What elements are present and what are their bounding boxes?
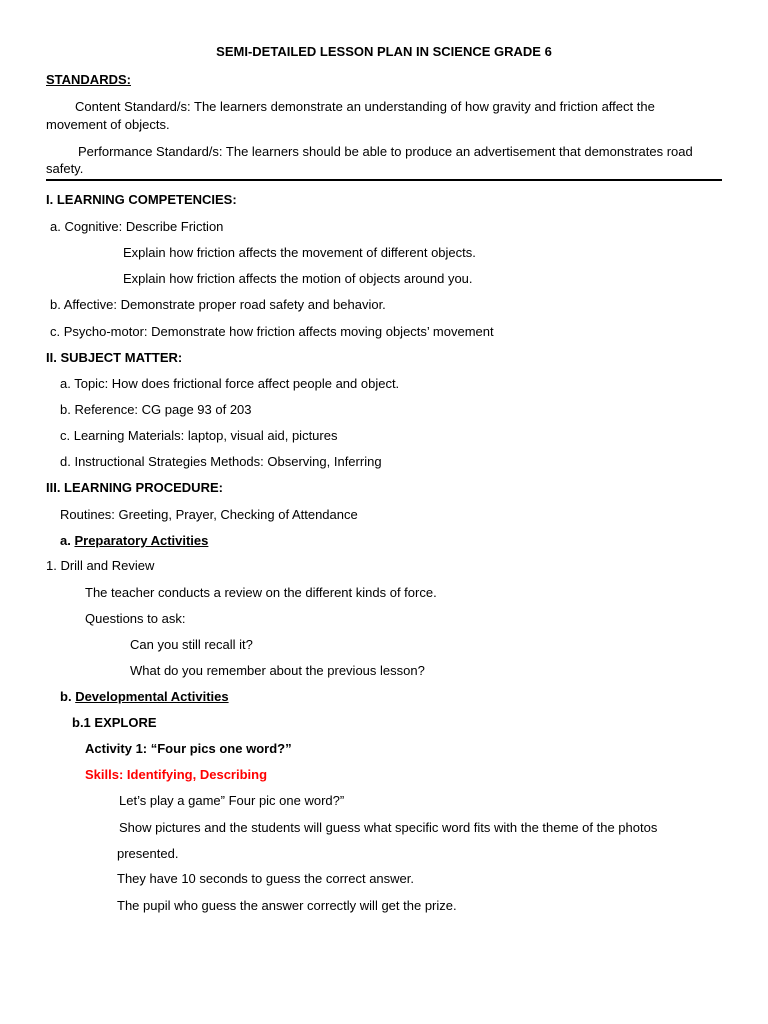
drill-review-item: 1. Drill and Review [46, 558, 155, 573]
preparatory-label: Preparatory Activities [74, 533, 209, 548]
performance-standard-line2: safety. [46, 161, 84, 176]
standards-heading: STANDARDS: [46, 72, 131, 87]
content-standard-line1: Content Standard/s: The learners demonstrate an understanding of how gravity and friction affect the [75, 99, 655, 114]
cognitive-item: a. Cognitive: Describe Friction [50, 219, 224, 234]
affective-item: b. Affective: Demonstrate proper road safety and behavior. [50, 297, 386, 312]
competencies-heading: I. LEARNING COMPETENCIES: [46, 192, 237, 207]
performance-standard-line1: Performance Standard/s: The learners should be able to produce an advertisement that demonstrates road [78, 144, 693, 159]
preparatory-prefix: a. [60, 533, 71, 548]
question-item: What do you remember about the previous lesson? [130, 663, 425, 678]
prize-line: The pupil who guess the answer correctly will get the prize. [117, 898, 457, 913]
preparatory-heading [60, 533, 208, 549]
game-line: Let’s play a game” Four pic one word?” [119, 793, 345, 808]
show-pictures-line1: Show pictures and the students will guess what specific word fits with the theme of the photos [119, 820, 658, 835]
page-title: SEMI-DETAILED LESSON PLAN IN SCIENCE GRADE 6 [216, 44, 552, 59]
skills-line: Skills: Identifying, Describing [85, 767, 268, 782]
cognitive-sub-item: Explain how friction affects the motion of objects around you. [123, 271, 473, 286]
drill-description: The teacher conducts a review on the different kinds of force. [85, 585, 437, 600]
developmental-label: Developmental Activities [75, 689, 229, 704]
psychomotor-item: c. Psycho-motor: Demonstrate how friction affects moving objects’ movement [50, 324, 494, 339]
procedure-heading: III. LEARNING PROCEDURE: [46, 480, 223, 495]
seconds-line: They have 10 seconds to guess the correct answer. [117, 871, 415, 886]
reference-item: b. Reference: CG page 93 of 203 [60, 402, 252, 417]
content-standard-line2: movement of objects. [46, 117, 170, 132]
subject-matter-heading: II. SUBJECT MATTER: [46, 350, 183, 365]
routines-line: Routines: Greeting, Prayer, Checking of Attendance [60, 507, 358, 522]
developmental-prefix: b. [60, 689, 72, 704]
cognitive-sub-item: Explain how friction affects the movement of different objects. [123, 245, 476, 260]
show-pictures-line2: presented. [117, 846, 179, 861]
materials-item: c. Learning Materials: laptop, visual aid, pictures [60, 428, 338, 443]
question-item: Can you still recall it? [130, 637, 253, 652]
activity-title: Activity 1: “Four pics one word?” [85, 741, 292, 756]
section-divider [46, 179, 722, 181]
developmental-heading [60, 689, 229, 705]
topic-item: a. Topic: How does frictional force affect people and object. [60, 376, 400, 391]
strategies-item: d. Instructional Strategies Methods: Observing, Inferring [60, 454, 382, 469]
questions-label: Questions to ask: [85, 611, 186, 626]
explore-heading: b.1 EXPLORE [72, 715, 157, 730]
